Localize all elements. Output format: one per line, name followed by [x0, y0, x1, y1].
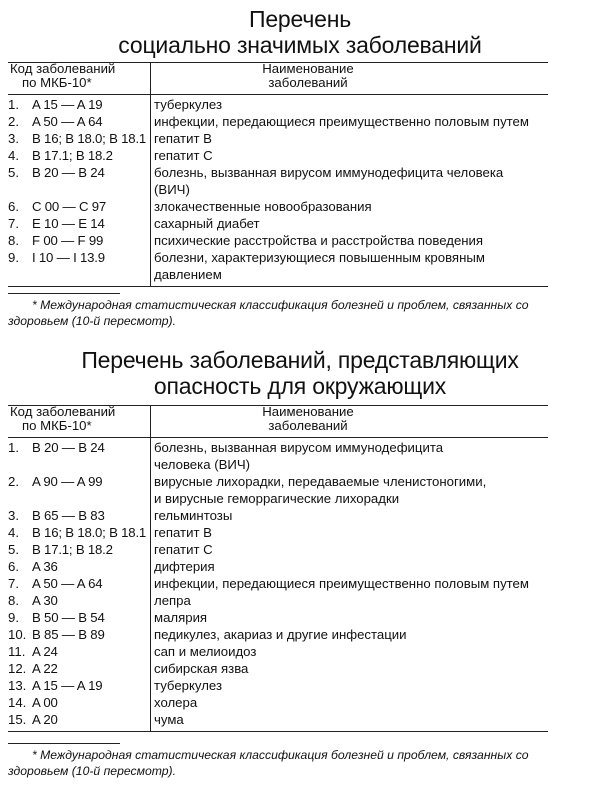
icd-code: A 20 — [32, 712, 58, 727]
icd-code: A 30 — [32, 593, 58, 608]
code-column-header — [8, 62, 150, 90]
table-row — [8, 541, 548, 558]
disease-name: чума — [154, 712, 184, 727]
section2-title — [0, 347, 600, 399]
disease-name: вирусные лихорадки, передаваемые членистоногими, и вирусные геморрагические лихорадки — [154, 474, 487, 506]
icd-code: B 65 — B 83 — [32, 508, 105, 523]
table-header-rule — [8, 437, 548, 438]
code-column-header — [8, 405, 150, 433]
row-number: 2. — [8, 114, 19, 129]
row-number: 5. — [8, 542, 19, 557]
icd-code: A 22 — [32, 661, 58, 676]
row-number: 2. — [8, 474, 19, 489]
row-number: 9. — [8, 250, 19, 265]
table-row — [8, 507, 548, 524]
disease-name: лепра — [154, 593, 191, 608]
table-row — [8, 609, 548, 626]
disease-name: гепатит C — [154, 542, 213, 557]
row-number: 3. — [8, 508, 19, 523]
icd-code: A 00 — [32, 695, 58, 710]
section1-table-body — [8, 96, 548, 283]
icd-code: B 17.1; B 18.2 — [32, 148, 113, 163]
disease-name: туберкулез — [154, 97, 223, 112]
table-row — [8, 660, 548, 677]
row-number: 6. — [8, 559, 19, 574]
disease-name: сибирская язва — [154, 661, 249, 676]
disease-name: туберкулез — [154, 678, 223, 693]
disease-name: сахарный диабет — [154, 216, 260, 231]
row-number: 1. — [8, 440, 19, 455]
disease-name: инфекции, передающиеся преимущественно половым путем — [154, 576, 529, 591]
row-number: 10. — [8, 627, 27, 642]
row-number: 4. — [8, 525, 19, 540]
row-number: 3. — [8, 131, 19, 146]
row-number: 12. — [8, 661, 27, 676]
section2-table — [8, 404, 548, 727]
icd-code: A 36 — [32, 559, 58, 574]
name-column-header — [208, 62, 408, 90]
table-row — [8, 677, 548, 694]
table-row — [8, 215, 548, 232]
icd-code: A 90 — A 99 — [32, 474, 103, 489]
disease-name: гепатит C — [154, 148, 213, 163]
disease-name: болезнь, вызванная вирусом иммунодефицита человека (ВИЧ) — [154, 440, 444, 472]
code-header-line1: Код заболеваний — [10, 61, 116, 76]
table-row — [8, 694, 548, 711]
icd-code: B 17.1; B 18.2 — [32, 542, 113, 557]
row-number: 5. — [8, 165, 19, 180]
table-column-divider — [150, 95, 151, 286]
section2-title-line1: Перечень заболеваний, представляющих — [81, 347, 519, 373]
row-number: 4. — [8, 148, 19, 163]
disease-name: гельминтозы — [154, 508, 233, 523]
table-row — [8, 592, 548, 609]
footnote-rule — [8, 293, 120, 294]
section1-table — [8, 61, 548, 282]
section2-table-body — [8, 439, 548, 728]
name-header-line2: заболеваний — [268, 75, 348, 90]
code-header-line1: Код заболеваний — [10, 404, 116, 419]
disease-name: инфекции, передающиеся преимущественно половым путем — [154, 114, 529, 129]
table-column-divider — [150, 438, 151, 731]
name-header-line2: заболеваний — [268, 418, 348, 433]
icd-code: A 50 — A 64 — [32, 114, 103, 129]
section1-title-line2: социально значимых заболеваний — [118, 32, 482, 58]
icd-code: A 50 — A 64 — [32, 576, 103, 591]
disease-name: сап и мелиоидоз — [154, 644, 257, 659]
disease-name: гепатит B — [154, 525, 212, 540]
code-header-line2: по МКБ-10* — [22, 75, 92, 90]
icd-code: B 50 — B 54 — [32, 610, 105, 625]
table-header-rule — [8, 94, 548, 95]
icd-code: B 85 — B 89 — [32, 627, 105, 642]
table-row — [8, 711, 548, 728]
disease-name: малярия — [154, 610, 208, 625]
icd-code: A 24 — [32, 644, 58, 659]
table-bottom-rule — [8, 286, 548, 287]
table-row — [8, 473, 548, 507]
table-row — [8, 147, 548, 164]
disease-name: психические расстройства и расстройства поведения — [154, 233, 484, 248]
row-number: 8. — [8, 593, 19, 608]
disease-name: дифтерия — [154, 559, 215, 574]
table-row — [8, 130, 548, 147]
table-row — [8, 643, 548, 660]
name-column-header — [208, 405, 408, 433]
icd-code: F 00 — F 99 — [32, 233, 104, 248]
name-header-line1: Наименование — [262, 61, 354, 76]
section1-title — [0, 6, 600, 58]
table-row — [8, 558, 548, 575]
icd-code: B 16; B 18.0; B 18.1 — [32, 525, 147, 540]
icd-code: I 10 — I 13.9 — [32, 250, 105, 265]
table-row — [8, 113, 548, 130]
disease-name: холера — [154, 695, 198, 710]
code-header-line2: по МКБ-10* — [22, 418, 92, 433]
row-number: 8. — [8, 233, 19, 248]
table-row — [8, 626, 548, 643]
row-number: 1. — [8, 97, 19, 112]
disease-name: злокачественные новообразования — [154, 199, 372, 214]
disease-name: болезнь, вызванная вирусом иммунодефицита человека (ВИЧ) — [154, 165, 504, 197]
table-row — [8, 232, 548, 249]
icd-code: B 20 — B 24 — [32, 165, 105, 180]
icd-code: C 00 — C 97 — [32, 199, 107, 214]
icd-code: E 10 — E 14 — [32, 216, 105, 231]
footnote-rule — [8, 743, 120, 744]
icd-code: B 20 — B 24 — [32, 440, 105, 455]
row-number: 11. — [8, 644, 26, 659]
icd-code: A 15 — A 19 — [32, 678, 103, 693]
table-row — [8, 439, 548, 473]
row-number: 9. — [8, 610, 19, 625]
row-number: 14. — [8, 695, 27, 710]
table-header — [8, 405, 548, 437]
row-number: 7. — [8, 216, 19, 231]
row-number: 15. — [8, 712, 27, 727]
section1-footnote: * Международная статистическая классификация болезней и проблем, связанных со здоровьем (10-й пересмотр). — [8, 298, 529, 328]
section2-footnote: * Международная статистическая классификация болезней и проблем, связанных со здоровьем (10-й пересмотр). — [8, 748, 529, 778]
table-bottom-rule — [8, 731, 548, 732]
row-number: 7. — [8, 576, 19, 591]
table-row — [8, 198, 548, 215]
table-row — [8, 524, 548, 541]
table-row — [8, 164, 548, 198]
name-header-line1: Наименование — [262, 404, 354, 419]
icd-code: B 16; B 18.0; B 18.1 — [32, 131, 147, 146]
table-row — [8, 249, 548, 283]
section1-title-line1: Перечень — [248, 6, 351, 32]
disease-name: гепатит B — [154, 131, 212, 146]
section2-title-line2: опасность для окружающих — [153, 373, 447, 399]
table-row — [8, 575, 548, 592]
table-row — [8, 96, 548, 113]
row-number: 6. — [8, 199, 19, 214]
icd-code: A 15 — A 19 — [32, 97, 103, 112]
row-number: 13. — [8, 678, 27, 693]
table-header — [8, 62, 548, 94]
disease-name: болезни, характеризующиеся повышенным кровяным давлением — [154, 250, 485, 282]
disease-name: педикулез, акариаз и другие инфестации — [154, 627, 407, 642]
